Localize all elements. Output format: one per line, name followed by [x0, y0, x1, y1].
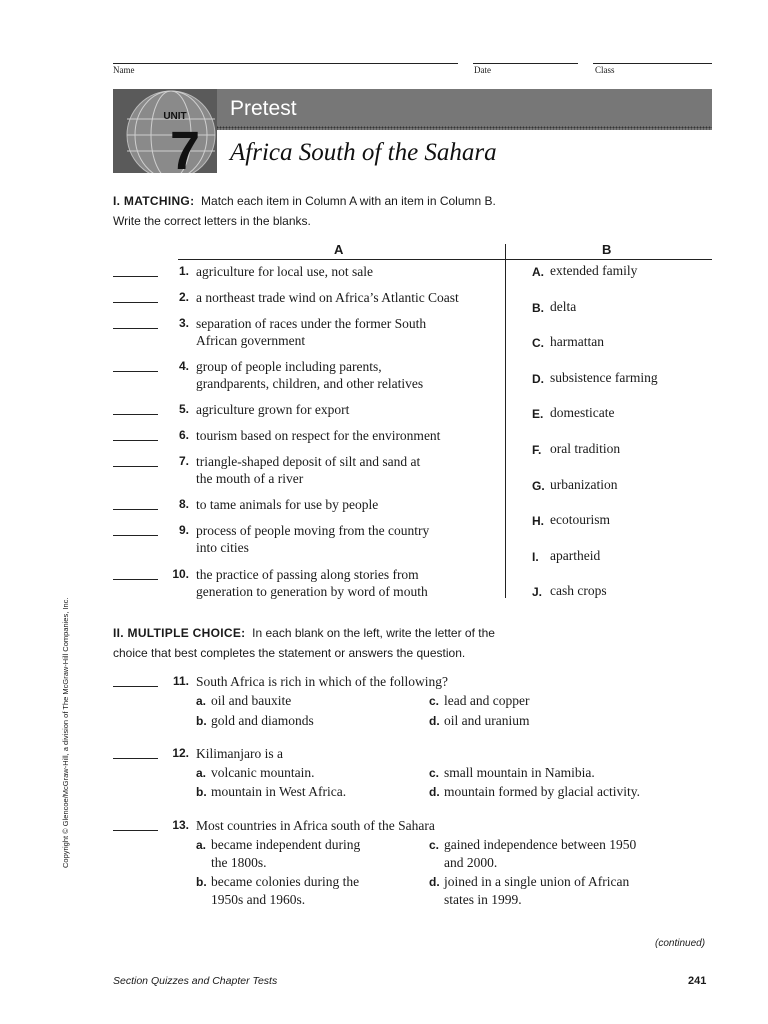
unit-word: UNIT [163, 111, 187, 122]
name-line [113, 63, 458, 64]
option-letter: d. [429, 714, 440, 728]
option-text: lead and copper [444, 693, 530, 708]
answer-term: urbanization [550, 477, 618, 492]
item-number: 8. [178, 497, 189, 511]
answer-letter: I. [532, 550, 539, 564]
answer-letter: H. [532, 514, 544, 528]
item-text: the practice of passing along stories from generation to generation by word of mouth [196, 567, 428, 599]
answer-blank[interactable] [113, 686, 158, 687]
option-text: mountain formed by glacial activity. [444, 784, 640, 799]
unit-globe-logo [113, 89, 217, 173]
answer-blank[interactable] [113, 579, 158, 580]
item-number: 6. [178, 428, 189, 442]
question-stem: Most countries in Africa south of the Sahara [196, 818, 435, 833]
banner-subtitle: Africa South of the Sahara [230, 139, 497, 166]
option-letter: b. [196, 714, 207, 728]
answer-blank[interactable] [113, 440, 158, 441]
answer-letter: F. [532, 443, 542, 457]
item-number: 1. [178, 264, 189, 278]
name-label: Name [113, 65, 135, 75]
multiple-choice-heading: II. MULTIPLE CHOICE: [113, 626, 246, 640]
answer-term: harmattan [550, 334, 604, 349]
answer-blank[interactable] [113, 276, 158, 277]
option-text: gained independence between 1950 and 2000. [444, 837, 637, 870]
answer-letter: J. [532, 585, 543, 599]
option-letter: a. [196, 838, 207, 852]
date-line [473, 63, 578, 64]
column-divider [505, 244, 506, 598]
option-text: oil and bauxite [211, 693, 292, 708]
page-number: 241 [688, 975, 707, 987]
answer-term: oral tradition [550, 441, 621, 456]
question-number: 11. [172, 674, 189, 688]
option-letter: d. [429, 875, 440, 889]
banner-title: Pretest [230, 97, 297, 120]
option-text: oil and uranium [444, 713, 530, 728]
item-number: 2. [178, 290, 189, 304]
answer-blank[interactable] [113, 758, 158, 759]
answer-blank[interactable] [113, 830, 158, 831]
column-heading-rule [178, 259, 712, 260]
item-text: a northeast trade wind on Africa’s Atlantic Coast [196, 290, 459, 305]
matching-heading: I. MATCHING: [113, 194, 195, 208]
option-letter: d. [429, 785, 440, 799]
option-letter: c. [429, 838, 440, 852]
answer-term: cash crops [550, 583, 607, 598]
option-letter: a. [196, 694, 207, 708]
question-number: 12. [172, 746, 189, 760]
item-text: group of people including parents, grandparents, children, and other relatives [196, 359, 424, 391]
item-text: process of people moving from the country into cities [196, 523, 430, 555]
multiple-choice-instructions [113, 623, 713, 663]
answer-letter: G. [532, 479, 545, 493]
item-text: triangle-shaped deposit of silt and sand at the mouth of a river [196, 454, 421, 486]
question-number: 13. [172, 818, 189, 832]
matching-instruction-line-1: Match each item in Column A with an item in Column B. [201, 194, 496, 208]
item-number: 10. [172, 567, 189, 581]
answer-term: ecotourism [550, 512, 610, 527]
matching-instructions [113, 191, 713, 231]
item-number: 3. [178, 316, 189, 330]
option-text: became independent during the 1800s. [211, 837, 361, 870]
item-text: agriculture grown for export [196, 402, 350, 417]
answer-blank[interactable] [113, 509, 158, 510]
date-label: Date [474, 65, 491, 75]
option-letter: a. [196, 766, 207, 780]
answer-blank[interactable] [113, 414, 158, 415]
option-text: volcanic mountain. [211, 765, 315, 780]
class-line [593, 63, 712, 64]
item-number: 4. [178, 359, 189, 373]
mc-instruction-line-1: In each blank on the left, write the letter of the [252, 626, 495, 640]
option-letter: b. [196, 785, 207, 799]
answer-blank[interactable] [113, 466, 158, 467]
item-number: 7. [178, 454, 189, 468]
item-text: tourism based on respect for the environment [196, 428, 441, 443]
unit-number: 7 [169, 121, 201, 173]
question-stem: South Africa is rich in which of the following? [196, 674, 448, 689]
unit-banner [113, 89, 712, 173]
answer-blank[interactable] [113, 535, 158, 536]
option-letter: c. [429, 694, 440, 708]
option-letter: b. [196, 875, 207, 889]
answer-term: subsistence farming [550, 370, 658, 385]
answer-blank[interactable] [113, 302, 158, 303]
banner-dot-strip [213, 126, 712, 130]
item-text: agriculture for local use, not sale [196, 264, 373, 279]
matching-instruction-line-2: Write the correct letters in the blanks. [113, 214, 311, 228]
answer-letter: D. [532, 372, 544, 386]
column-b-heading: B [602, 242, 612, 257]
item-number: 9. [178, 523, 189, 537]
option-text: gold and diamonds [211, 713, 314, 728]
option-letter: c. [429, 766, 440, 780]
item-number: 5. [178, 402, 189, 416]
answer-blank[interactable] [113, 371, 158, 372]
option-text: joined in a single union of African states in 1999. [444, 874, 630, 907]
answer-letter: C. [532, 336, 544, 350]
answer-letter: B. [532, 301, 544, 315]
copyright-notice: Copyright © Glencoe/McGraw-Hill, a division of The McGraw-Hill Companies, Inc. [61, 597, 70, 868]
answer-term: delta [550, 299, 577, 314]
answer-term: extended family [550, 263, 638, 278]
mc-instruction-line-2: choice that best completes the statement or answers the question. [113, 646, 466, 660]
footer-title: Section Quizzes and Chapter Tests [113, 975, 278, 987]
option-text: small mountain in Namibia. [444, 765, 595, 780]
class-label: Class [595, 65, 615, 75]
column-a-heading: A [334, 242, 344, 257]
answer-letter: E. [532, 407, 544, 421]
question-stem: Kilimanjaro is a [196, 746, 283, 761]
option-text: became colonies during the 1950s and 1960s. [211, 874, 360, 907]
item-text: to tame animals for use by people [196, 497, 379, 512]
answer-term: apartheid [550, 548, 601, 563]
answer-blank[interactable] [113, 328, 158, 329]
continued-note: (continued) [655, 938, 706, 949]
answer-term: domesticate [550, 405, 615, 420]
item-text: separation of races under the former South African government [196, 316, 427, 348]
answer-letter: A. [532, 265, 544, 279]
option-text: mountain in West Africa. [211, 784, 347, 799]
